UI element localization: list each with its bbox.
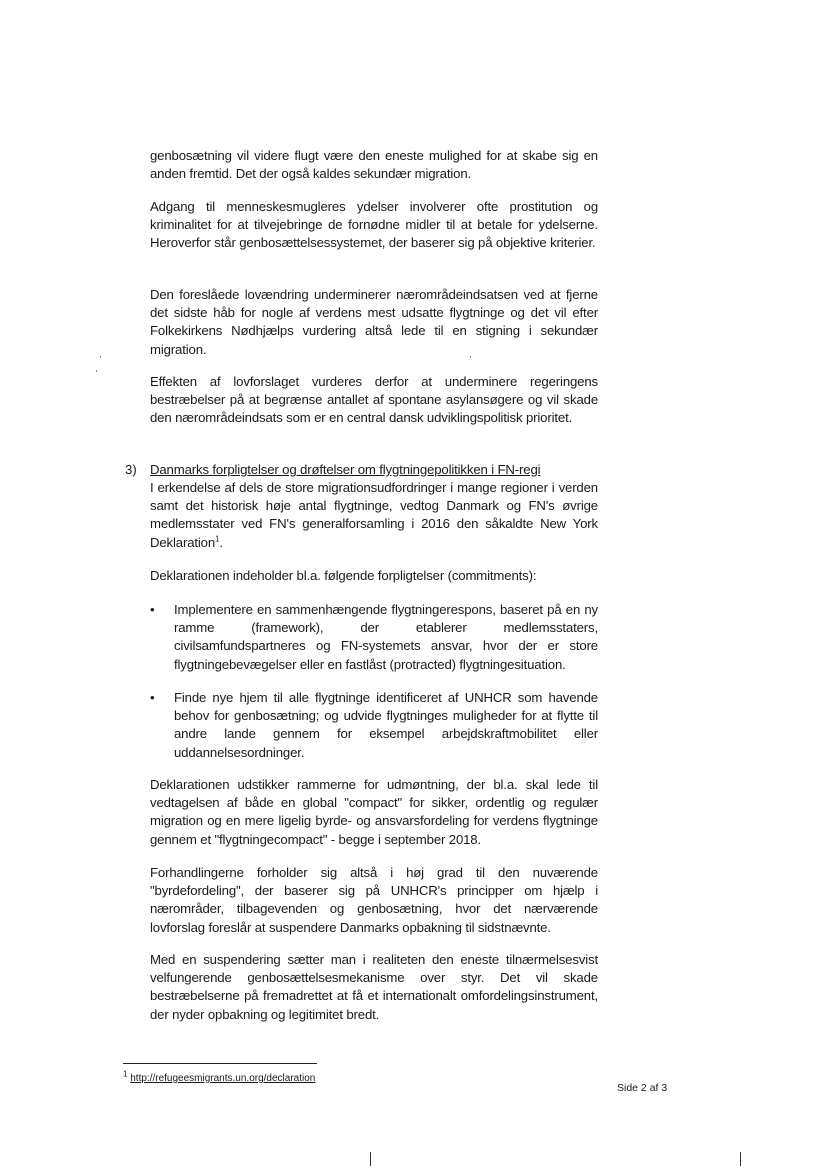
bullet-item: Finde nye hjem til alle flygtninge identificeret af UNHCR som havende behov for genbosætning; og udvide flygtninges muligheder for at flytte til andre lande gennem for eksempel arbejdskraftmobilitet eller uddannelsesordninger. — [174, 690, 598, 760]
paragraph-negotiations: Forhandlingerne forholder sig altså i høj grad til den nuværende "byrdefordeling", der baserer sig på UNHCR's principper om hjælp i nærområder, tilbagevenden og genbosætning, hvor det nærværende lovforslag foreslår at suspendere Danmarks opbakning til sidstnævnte. — [150, 865, 598, 935]
paragraph-suspension: Med en suspendering sætter man i realiteten den eneste tilnærmelsesvist velfungerende genbosættelsesmekanisme over styr. Det vil skade bestræbelserne på fremadrettet at få et internationalt omfordelingsinstrument, der nyder opbakning og legitimitet bredt. — [150, 952, 598, 1022]
scan-mark — [370, 1152, 371, 1166]
bullet-icon: • — [150, 602, 155, 617]
paragraph-secondary-migration: genbosætning vil videre flugt være den eneste mulighed for at skabe sig en anden fremtid. Det der også kaldes sekundær migration. — [150, 148, 598, 182]
footnote — [123, 1069, 316, 1085]
section-intro — [150, 479, 598, 552]
paragraph-effect: Effekten af lovforslaget vurderes derfor at underminere regeringens bestræbelser på at begrænse antallet af spontane asylansøgere og vil skade den nærområdeindsats som er en central dansk udviklingspolitisk prioritet. — [150, 374, 598, 426]
paragraph-law-change: Den foreslåede lovændring underminerer nærområdeindsatsen ved at fjerne det sidste håb for nogle af verdens mest udsatte flygtninge og det vil efter Folkekirkens Nødhjælps vurdering altså lede til en stigning i sekundær migration. — [150, 287, 598, 357]
bullet-item: Implementere en sammenhængende flygtningerespons, baseret på en ny ramme (framework), der etablerer medlemsstaters, civilsamfundspartneres og FN-systemets ansvar, hvor der er store flygtningebevægelser eller en fastlåst (protracted) flygtningesituation. — [174, 602, 598, 672]
scan-speck — [470, 356, 471, 358]
scan-speck — [100, 356, 101, 358]
page-number: Side 2 af 3 — [617, 1082, 668, 1094]
footnote-number: 1 — [123, 1069, 128, 1079]
section-heading: Danmarks forpligtelser og drøftelser om flygtningepolitikken i FN-regi — [150, 462, 541, 477]
scan-mark — [740, 1152, 741, 1166]
commitments-lead: Deklarationen indeholder bl.a. følgende forpligtelser (commitments): — [150, 568, 537, 583]
scan-speck — [96, 370, 97, 372]
paragraph-compact: Deklarationen udstikker rammerne for udmøntning, der bl.a. skal lede til vedtagelsen af både en global "compact" for sikker, ordentlig og regulær migration og en mere ligelig byrde- og ansvarsfordeling for verdens flygtninge gennem et "flygtningecompact" - begge i september 2018. — [150, 777, 598, 847]
footnote-reference[interactable]: 1 — [215, 534, 220, 544]
bullet-icon: • — [150, 690, 155, 705]
section-intro-text: I erkendelse af dels de store migrationsudfordringer i mange regioner i verden samt det historisk høje antal flygtninge, vedtog Danmark og FN's øvrige medlemsstater ved FN's generalforsamling i 2016 den såkaldte New York Deklaration — [150, 480, 598, 550]
footnote-divider — [123, 1063, 317, 1064]
paragraph-smugglers: Adgang til menneskesmuglerеs ydelser involverer ofte prostitution og kriminalitet for at tilvejebringe de fornødne midler til at betale for ydelserne. Heroverfor står genbosættelsessystemet, der baserer sig på objektive kriterier. — [150, 199, 598, 251]
section-intro-end: . — [219, 534, 223, 550]
section-number: 3) — [125, 462, 137, 477]
footnote-link[interactable]: http://refugeesmigrants.un.org/declaration — [130, 1073, 316, 1084]
